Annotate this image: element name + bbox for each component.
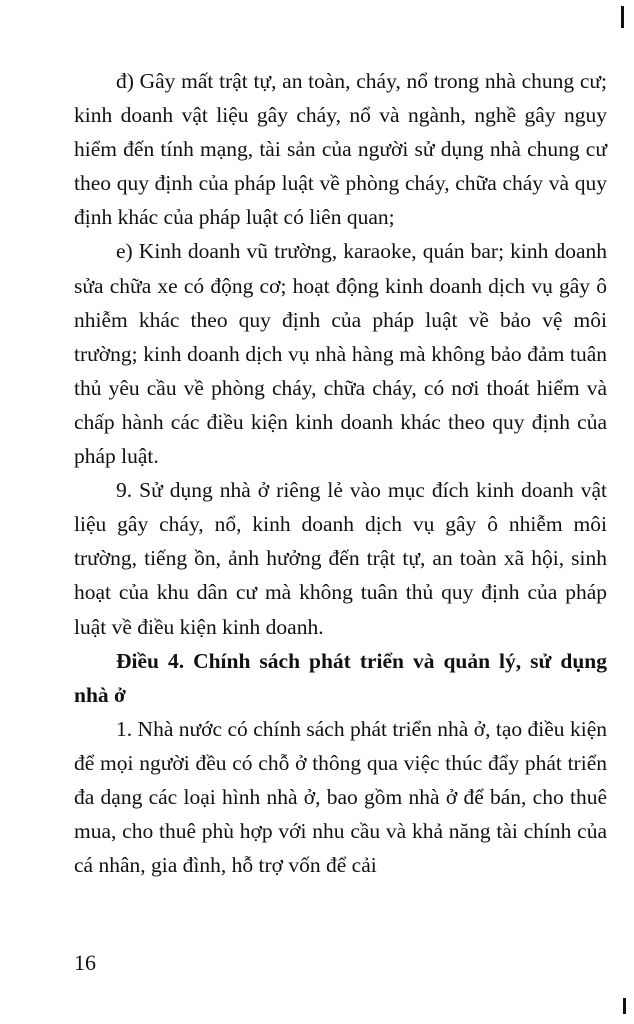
page-number: 16 [74,950,96,975]
article-4-heading: Điều 4. Chính sách phát triển và quản lý, sử dụng nhà ở [74,648,607,707]
paragraph-article-4-clause-1: 1. Nhà nước có chính sách phát triển nhà ở, tạo điều kiện để mọi người đều có chỗ ở thông qua việc thúc đẩy phát triển đa dạng các loại hình nhà ở, bao gồm nhà ở để bán, cho thuê mua, cho thuê phù hợp với nhu cầu và khả năng tài chính của cá nhân, gia đình, hỗ trợ vốn để cải [74,716,607,878]
paragraph-9: 9. Sử dụng nhà ở riêng lẻ vào mục đích kinh doanh vật liệu gây cháy, nổ, kinh doanh dịch vụ gây ô nhiễm môi trường, tiếng ồn, ảnh hưởng đến trật tự, an toàn xã hội, sinh hoạt của khu dân cư mà không tuân thủ quy định của pháp luật về điều kiện kinh doanh. [74,478,607,639]
page-body [74,64,607,882]
edge-mark-top [621,6,624,28]
paragraph-e: e) Kinh doanh vũ trường, karaoke, quán bar; kinh doanh sửa chữa xe có động cơ; hoạt động kinh doanh dịch vụ gây ô nhiễm khác theo quy định của pháp luật về bảo vệ môi trường; kinh doanh dịch vụ nhà hàng mà không bảo đảm tuân thủ yêu cầu về phòng cháy, chữa cháy, có nơi thoát hiểm và chấp hành các điều kiện kinh doanh khác theo quy định của pháp luật. [74,239,607,469]
paragraph-d: đ) Gây mất trật tự, an toàn, cháy, nổ trong nhà chung cư; kinh doanh vật liệu gây cháy, nổ và ngành, nghề gây nguy hiểm đến tính mạng, tài sản của người sử dụng nhà chung cư theo quy định của pháp luật về phòng cháy, chữa cháy và quy định khác của pháp luật có liên quan; [74,69,607,230]
edge-mark-bottom [623,998,626,1014]
